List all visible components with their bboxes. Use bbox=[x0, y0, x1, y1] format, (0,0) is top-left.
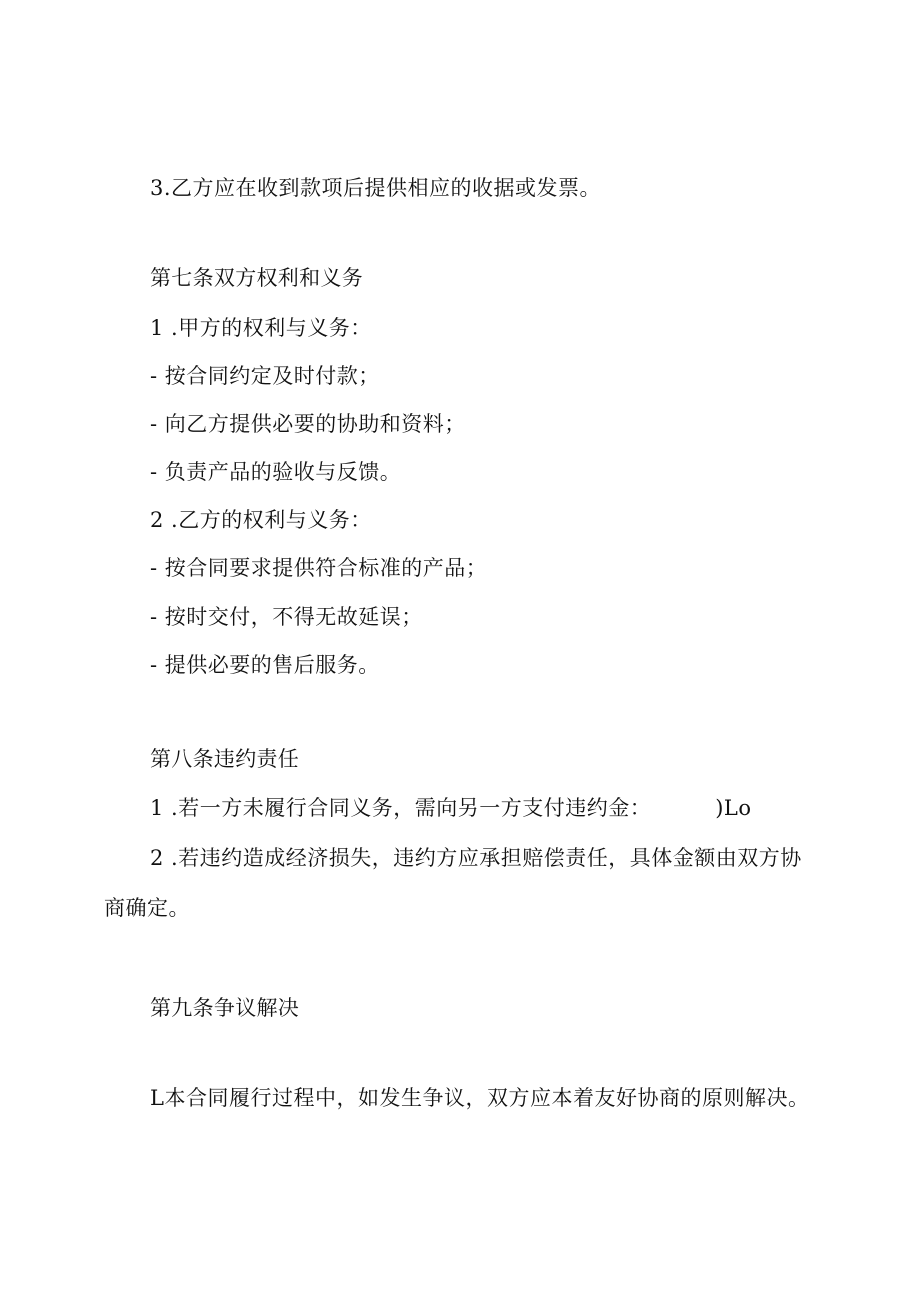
section-8-item-1-text: 1 .若一方未履行合同义务，需向另一方支付违约金： bbox=[150, 796, 652, 820]
section-9-item-1: L本合同履行过程中，如发生争议，双方应本着友好协商的原则解决。 bbox=[150, 1086, 810, 1110]
section-7-sub-2-bullet-1: - 按合同要求提供符合标准的产品； bbox=[150, 556, 488, 580]
section-8-item-1-suffix: )Lo bbox=[715, 796, 752, 820]
section-6-item-3: 3.乙方应在收到款项后提供相应的收据或发票。 bbox=[150, 176, 602, 200]
section-8-item-2-line-2: 商确定。 bbox=[104, 896, 190, 920]
section-8-item-1 bbox=[150, 794, 752, 822]
section-7-sub-1-bullet-3: - 负责产品的验收与反馈。 bbox=[150, 460, 402, 484]
section-7-sub-1-bullet-1: - 按合同约定及时付款； bbox=[150, 364, 380, 388]
section-8-title: 第八条违约责任 bbox=[150, 747, 300, 771]
section-9-title: 第九条争议解决 bbox=[150, 996, 300, 1020]
section-7-sub-1-bullet-2: - 向乙方提供必要的协助和资料； bbox=[150, 412, 466, 436]
section-7-title: 第七条双方权利和义务 bbox=[150, 266, 363, 290]
section-7-sub-2-bullet-2: - 按时交付，不得无故延误； bbox=[150, 605, 423, 629]
section-8-item-2-line-1: 2 .若违约造成经济损失，违约方应承担赔偿责任，具体金额由双方协 bbox=[150, 846, 802, 870]
section-7-sub-2-label: 2 .乙方的权利与义务： bbox=[150, 508, 372, 532]
section-7-sub-2-bullet-3: - 提供必要的售后服务。 bbox=[150, 653, 380, 677]
section-7-sub-1-label: 1 .甲方的权利与义务： bbox=[150, 316, 372, 340]
